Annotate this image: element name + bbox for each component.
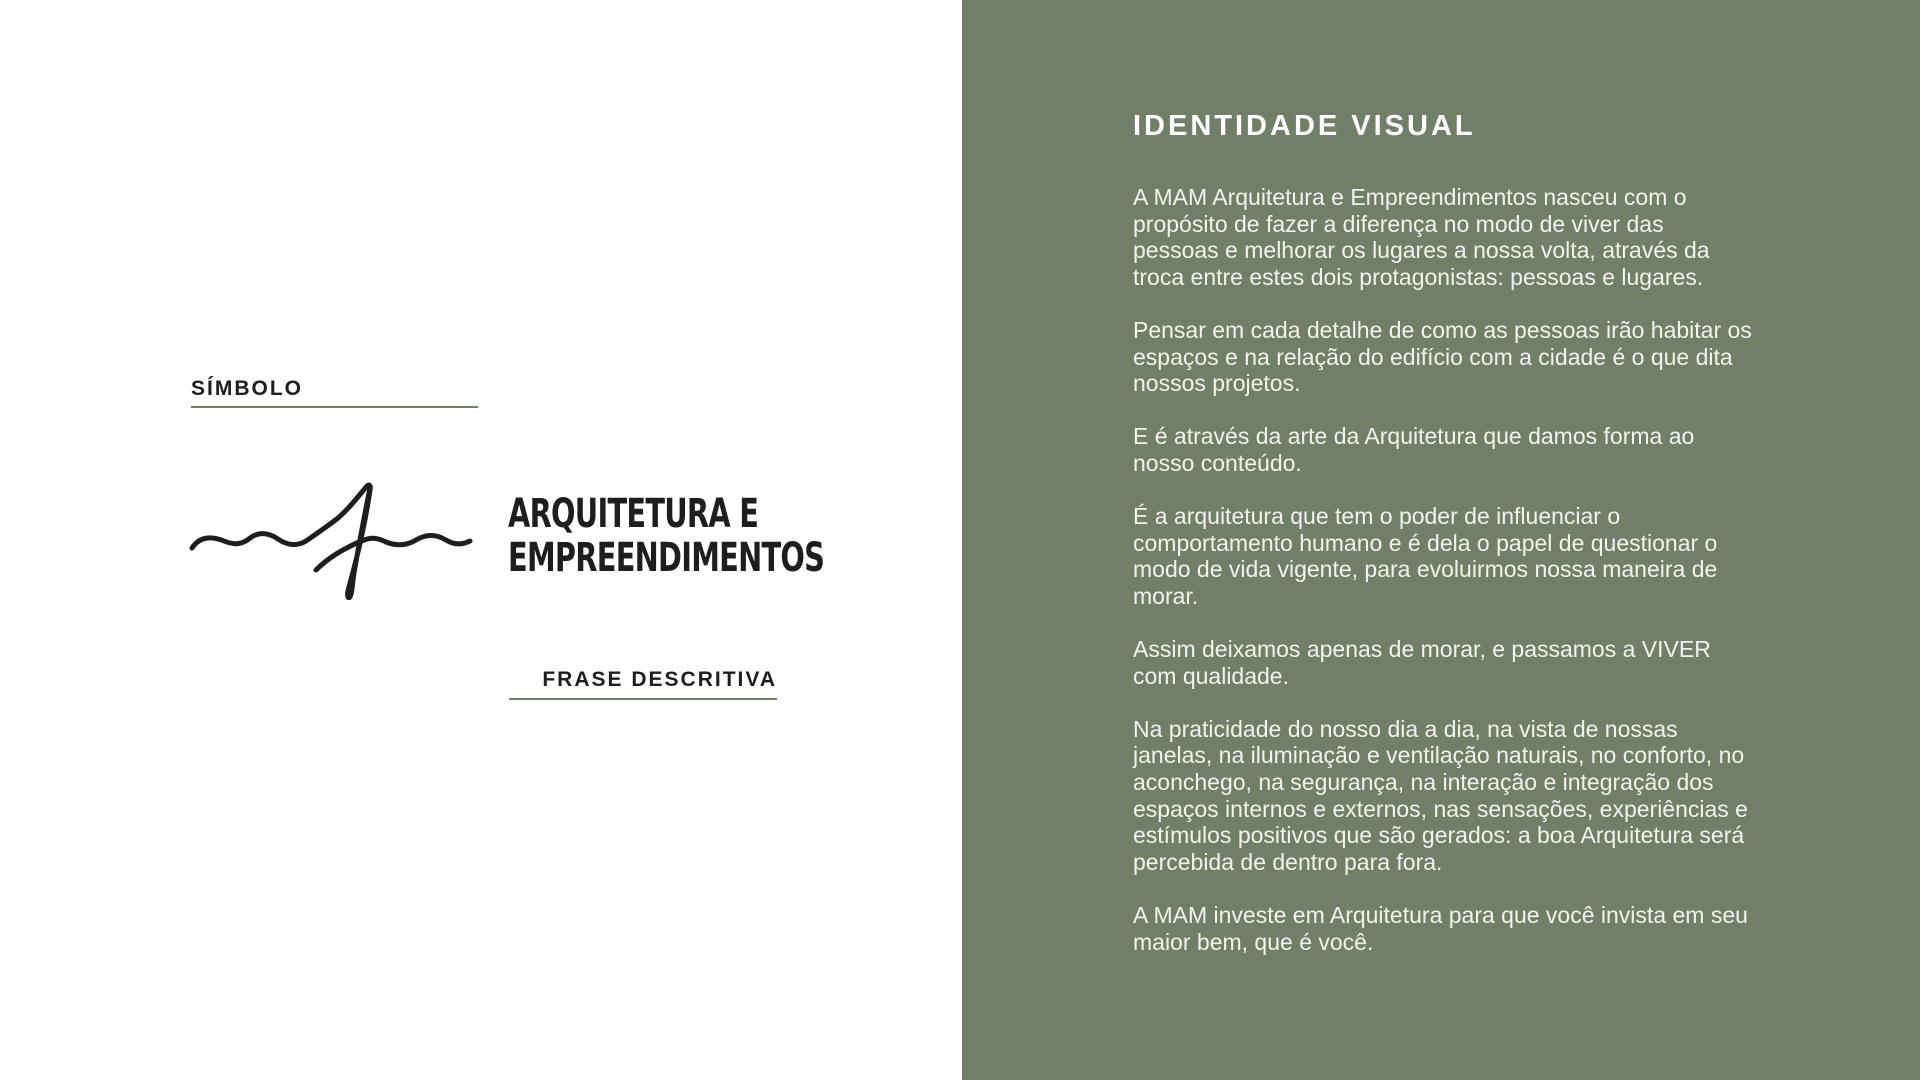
- paragraph: Na praticidade do nosso dia a dia, na vista de nossas janelas, na iluminação e ventilação naturais, no conforto, no aconchego, na segurança, na interação e integração dos espaços internos e externos, nas sensações, experiências e estímulos positivos que são gerados: a boa Arquitetura será percebida de dentro para fora.: [1133, 715, 1748, 875]
- right-panel: [962, 0, 1920, 1080]
- descriptive-phrase-label: FRASE DESCRITIVA: [542, 668, 777, 691]
- descriptive-phrase-underline: [509, 698, 777, 700]
- symbol-label: SÍMBOLO: [191, 377, 303, 400]
- paragraph: Assim deixamos apenas de morar, e passamos a VIVER com qualidade.: [1133, 636, 1711, 689]
- paragraph: E é através da arte da Arquitetura que damos forma ao nosso conteúdo.: [1133, 423, 1695, 476]
- symbol-underline: [191, 406, 478, 408]
- paragraph: É a arquitetura que tem o poder de influenciar o comportamento humano e é dela o papel de questionar o modo de vida vigente, para evoluirmos nossa maneira de morar.: [1133, 503, 1718, 609]
- mam-signature-logo-icon: [188, 478, 473, 600]
- brand-name: [508, 491, 825, 581]
- paragraph: A MAM investe em Arquitetura para que você invista em seu maior bem, que é você.: [1133, 902, 1748, 955]
- paragraph: A MAM Arquitetura e Empreendimentos nasceu com o propósito de fazer a diferença no modo de viver das pessoas e melhorar os lugares a nossa volta, através da troca entre estes dois protagonistas: pessoas e lugares.: [1133, 184, 1710, 290]
- brand-name-line-2: EMPREENDIMENTOS: [508, 535, 825, 581]
- brand-name-line-1: ARQUITETURA E: [508, 491, 759, 537]
- body-text: [1133, 184, 1753, 982]
- section-title: IDENTIDADE VISUAL: [1133, 110, 1476, 142]
- paragraph: Pensar em cada detalhe de como as pessoas irão habitar os espaços e na relação do edifício com a cidade é o que dita nossos projetos.: [1133, 316, 1752, 397]
